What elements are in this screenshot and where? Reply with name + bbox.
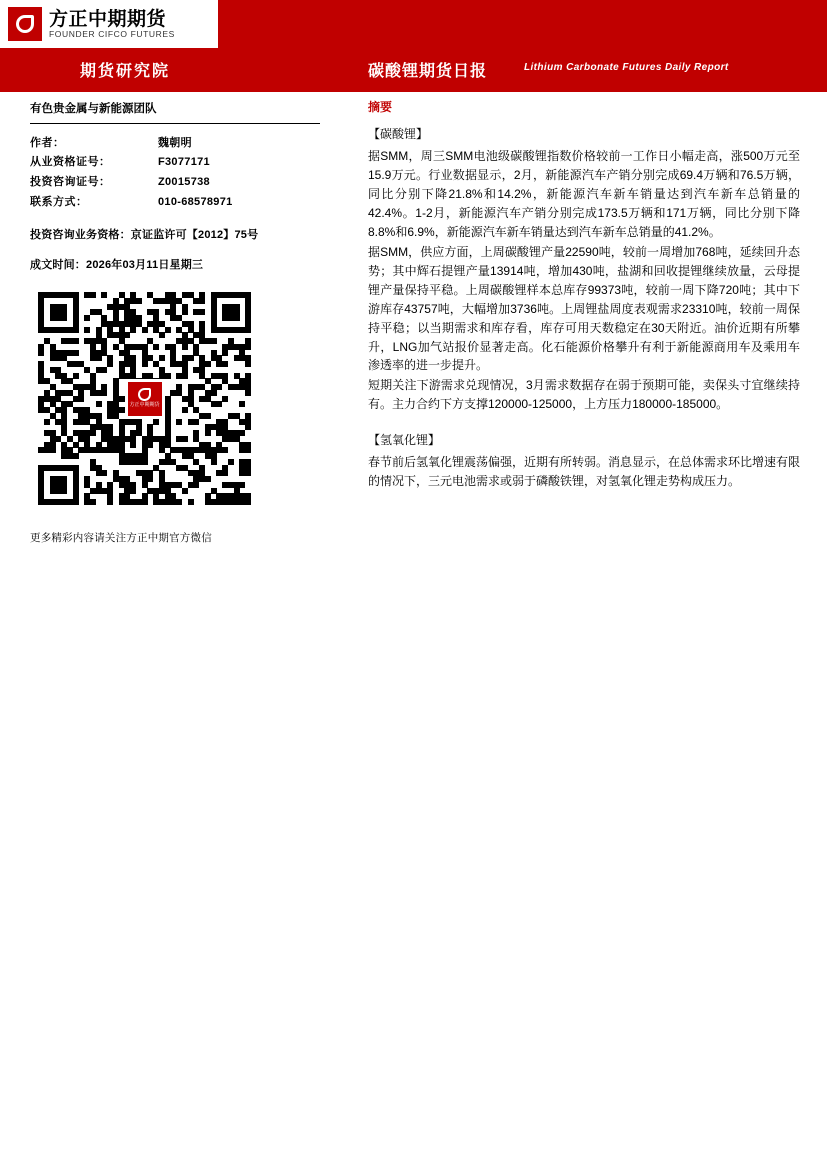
paragraph: 据SMM，周三SMM电池级碳酸锂指数价格较前一工作日小幅走高，涨500万元至15.9万元。行业数据显示，2月，新能源汽车产销分别完成69.4万辆和76.5万辆，同比分别下降21.8%和14.2%，新能源汽车新车销量达到汽车新车总销量的42.4%。1-2月，新能源汽车产销分别完成173.5万辆和171万辆，同比分别下降8.8%和6.9%，新能源汽车新车销量达到汽车新车总销量的41.2%。 <box>368 149 800 239</box>
qualification-line: 投资咨询业务资格：京证监许可【2012】75号 <box>30 229 259 242</box>
field-label: 投资咨询证号： <box>30 176 111 189</box>
field-label: 从业资格证号： <box>30 156 111 169</box>
field-label: 联系方式： <box>30 196 88 209</box>
field-value: 魏朝明 <box>158 136 192 149</box>
header-band <box>0 0 827 92</box>
qr-code <box>38 292 251 505</box>
paragraph: 短期关注下游需求兑现情况，3月需求数据存在弱于预期可能，卖保头寸宜继续持有。主力合约下方支撑120000-125000，上方压力180000-185000。 <box>368 378 800 412</box>
qr-center-badge <box>128 382 162 416</box>
summary-label: 摘要 <box>368 100 393 114</box>
logo-name-cn: 方正中期期货 <box>49 8 167 30</box>
field-value: 010-68578971 <box>158 196 233 209</box>
department-title: 期货研究院 <box>80 63 171 80</box>
team-name: 有色贵金属与新能源团队 <box>30 103 157 115</box>
section-heading-lithium-hydroxide: 【氢氧化锂】 <box>368 433 441 448</box>
paragraph: 据SMM，供应方面，上周碳酸锂产量22590吨，较前一周增加768吨，延续回升态势；其中辉石提锂产量13914吨，增加430吨，盐湖和回收提锂继续放量，云母提锂产量保持平稳。上周碳酸锂样本总库存99373吨，较前一周下降720吨；其中下游库存43757吨，大幅增加3736吨。上周锂盐周度表观需求23310吨，较前一周保持平稳；以当期需求和库存看，库存可用天数稳定在30天附近。油价近期有所攀升，LNG加气站报价显著走高。化石能源价格攀升有利于新能源商用车及乘用车渗透率的进一步提升。 <box>368 244 800 373</box>
field-value: Z0015738 <box>158 176 210 189</box>
table-row <box>30 153 233 173</box>
field-value: F3077171 <box>158 156 210 169</box>
section-heading-lithium-carbonate: 【碳酸锂】 <box>368 127 429 141</box>
company-logo <box>0 0 218 48</box>
divider <box>30 123 320 124</box>
document-title: 碳酸锂期货日报 <box>368 63 488 80</box>
author-info-block <box>30 100 340 272</box>
founder-logo-icon <box>8 7 42 41</box>
paragraph: 春节前后氢氧化锂震荡偏强，近期有所转弱。消息显示，在总体需求环比增速有限的情况下，三元电池需求或弱于磷酸铁锂，对氢氧化锂走势构成压力。 <box>368 455 801 489</box>
document-title-en: Lithium Carbonate Futures Daily Report <box>524 62 729 73</box>
logo-text <box>49 10 175 39</box>
table-row <box>30 193 233 213</box>
date-line: 成文时间：2026年03月11日星期三 <box>30 259 204 272</box>
founder-logo-icon <box>138 388 151 401</box>
qr-center-logo <box>125 379 165 419</box>
spacer <box>368 415 800 431</box>
table-row <box>30 173 233 193</box>
author-fields-table <box>30 133 233 212</box>
qr-center-label: 方正中期期货 <box>129 402 160 409</box>
table-row <box>30 133 233 153</box>
qr-caption: 更多精彩内容请关注方正中期官方微信 <box>30 532 212 544</box>
summary-block <box>368 98 800 492</box>
field-label: 作者： <box>30 136 65 149</box>
logo-name-en: FOUNDER CIFCO FUTURES <box>49 28 175 39</box>
